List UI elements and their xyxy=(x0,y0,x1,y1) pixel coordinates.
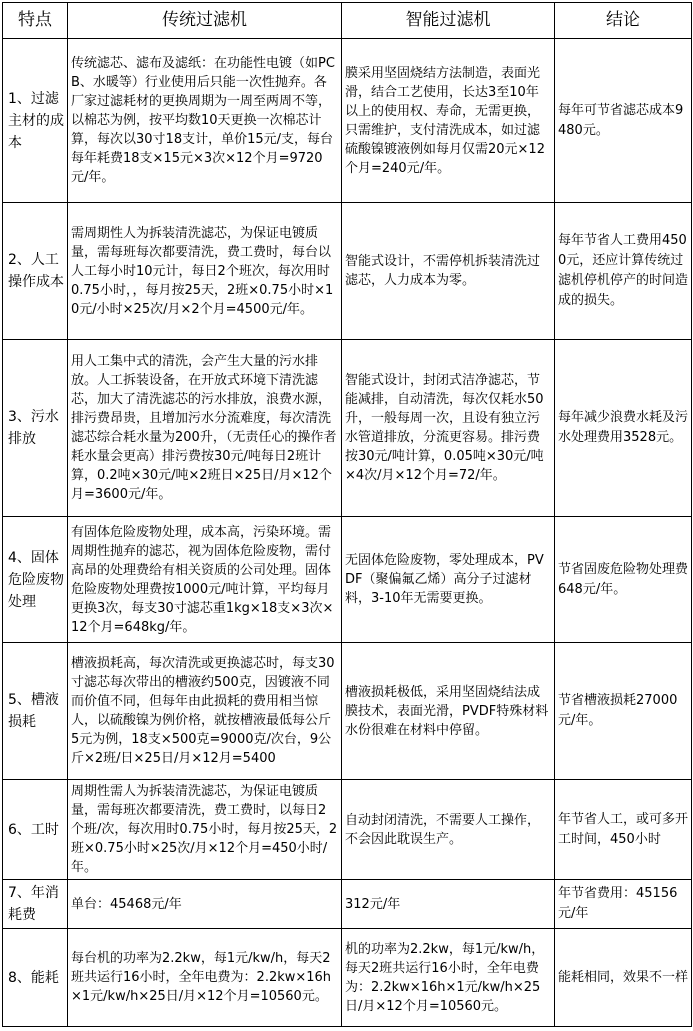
conclusion-cell: 每年节省人工费用4500元，还应计算传统过滤机停机停产的时间造成的损失。 xyxy=(555,203,692,340)
smart-cell: 智能式设计，封闭式洁净滤芯，节能减排，自动清洗，每次仅耗水50升，一般每周一次，且设有独立污水管道排放，分流更容易。排污费按30元/吨计算，0.05吨×30元/吨×4次/月×12个月=72/年。 xyxy=(342,340,555,517)
conclusion-cell: 节省槽液损耗27000元/年。 xyxy=(555,643,692,780)
feature-cell: 4、固体危险废物处理 xyxy=(3,517,68,643)
traditional-cell: 单台：45468元/年 xyxy=(68,880,342,929)
table-row xyxy=(3,517,692,643)
conclusion-cell: 年节省人工，或可多开工时间，450小时 xyxy=(555,780,692,880)
traditional-cell: 用人工集中式的清洗，会产生大量的污水排放。人工拆装设备，在开放式环境下清洗滤芯，加大了清洗滤芯的污水排放，浪费水源，排污费昂贵，且增加污水分流难度，每次清洗滤芯综合耗水量为200升，（无责任心的操作者耗水量会更高）排污费按30元/吨每日2班计算，0.2吨×30元/吨×2班日×25日/月×12个月=3600元/年。 xyxy=(68,340,342,517)
conclusion-cell: 能耗相同，效果不一样 xyxy=(555,929,692,1027)
smart-cell: 自动封闭清洗，不需要人工操作，不会因此耽误生产。 xyxy=(342,780,555,880)
conclusion-cell: 节省固废危险物处理费648元/年。 xyxy=(555,517,692,643)
conclusion-cell: 年节省费用：45156元/年 xyxy=(555,880,692,929)
comparison-table xyxy=(2,2,692,1027)
feature-cell: 6、工时 xyxy=(3,780,68,880)
table-row xyxy=(3,39,692,203)
header-conclusion: 结论 xyxy=(555,3,692,39)
feature-cell: 5、槽液损耗 xyxy=(3,643,68,780)
table-row xyxy=(3,643,692,780)
table-row xyxy=(3,880,692,929)
smart-cell: 智能式设计，不需停机拆装清洗过滤芯，人力成本为零。 xyxy=(342,203,555,340)
header-feature: 特点 xyxy=(3,3,68,39)
feature-cell: 8、能耗 xyxy=(3,929,68,1027)
table-row xyxy=(3,780,692,880)
traditional-cell: 周期性需人为拆装清洗滤芯，为保证电镀质量，需每班次都要清洗，费工费时，以每日2个班/次，每次用时0.75小时，每月按25天，2班×0.75小时×25次/月×12个月=450小时/年。 xyxy=(68,780,342,880)
smart-cell: 312元/年 xyxy=(342,880,555,929)
smart-cell: 膜采用坚固烧结方法制造，表面光滑，结合工艺使用，长达3至10年以上的使用权、寿命，无需更换，只需维护，支付清洗成本，如过滤硫酸镍镀液例如每月仅需20元×12个月=240元/年。 xyxy=(342,39,555,203)
feature-cell: 2、人工操作成本 xyxy=(3,203,68,340)
table-row xyxy=(3,340,692,517)
conclusion-cell: 每年减少浪费水耗及污水处理费用3528元。 xyxy=(555,340,692,517)
header-traditional-filter: 传统过滤机 xyxy=(68,3,342,39)
header-smart-filter: 智能过滤机 xyxy=(342,3,555,39)
smart-cell: 机的功率为2.2kw，每1元/kw/h，每天2班共运行16小时，全年电费为：2.2kw×16h×1元/kw/h×25日/月×12个月=10560元。 xyxy=(342,929,555,1027)
traditional-cell: 槽液损耗高，每次清洗或更换滤芯时，每支30寸滤芯每次带出的槽液约500克，因镀液不同而价值不同，但每年由此损耗的费用相当惊人，以硫酸镍为例价格，就按槽液最低每公斤5元为例，18支×500克=9000克/次台，9公斤×2班/日×25日/月×12月=5400 xyxy=(68,643,342,780)
traditional-cell: 需周期性人为拆装清洗滤芯，为保证电镀质量，需每班每次都要清洗，费工费时，每台以人工每小时10元计，每日2个班次，每次用时0.75小时，，每月按25天，2班×0.75小时×10元/小时×25次/月×2个月=4500元/年。 xyxy=(68,203,342,340)
traditional-cell: 有固体危险废物处理，成本高，污染环境。需周期性抛弃的滤芯，视为固体危险废物，需付高昂的处理费给有相关资质的公司处理。固体危险废物处理费按1000元/吨计算，平均每月更换3次，每支30寸滤芯重1kg×18支×3次×12个月=648kg/年。 xyxy=(68,517,342,643)
feature-cell: 7、年消耗费 xyxy=(3,880,68,929)
header-row xyxy=(3,3,692,39)
feature-cell: 3、污水排放 xyxy=(3,340,68,517)
smart-cell: 槽液损耗极低，采用坚固烧结法成膜技术，表面光滑，PVDF特殊材料水份很难在材料中停留。 xyxy=(342,643,555,780)
smart-cell: 无固体危险废物，零处理成本，PVDF（聚偏氟乙烯）高分子过滤材料，3-10年无需要更换。 xyxy=(342,517,555,643)
traditional-cell: 每台机的功率为2.2kw，每1元/kw/h，每天2班共运行16小时，全年电费为：2.2kw×16h×1元/kw/h×25日/月×12个月=10560元。 xyxy=(68,929,342,1027)
traditional-cell: 传统滤芯、滤布及滤纸：在功能性电镀（如PCB、水暖等）行业使用后只能一次性抛弃。各厂家过滤耗材的更换周期为一周至两周不等，以棉芯为例，按平均数10天更换一次棉芯计算，每次以30寸18支计，单价15元/支，每台每年耗费18支×15元×3次×12个月=9720元/年。 xyxy=(68,39,342,203)
table-row xyxy=(3,203,692,340)
table-row xyxy=(3,929,692,1027)
conclusion-cell: 每年可节省滤芯成本9480元。 xyxy=(555,39,692,203)
feature-cell: 1、过滤主材的成本 xyxy=(3,39,68,203)
